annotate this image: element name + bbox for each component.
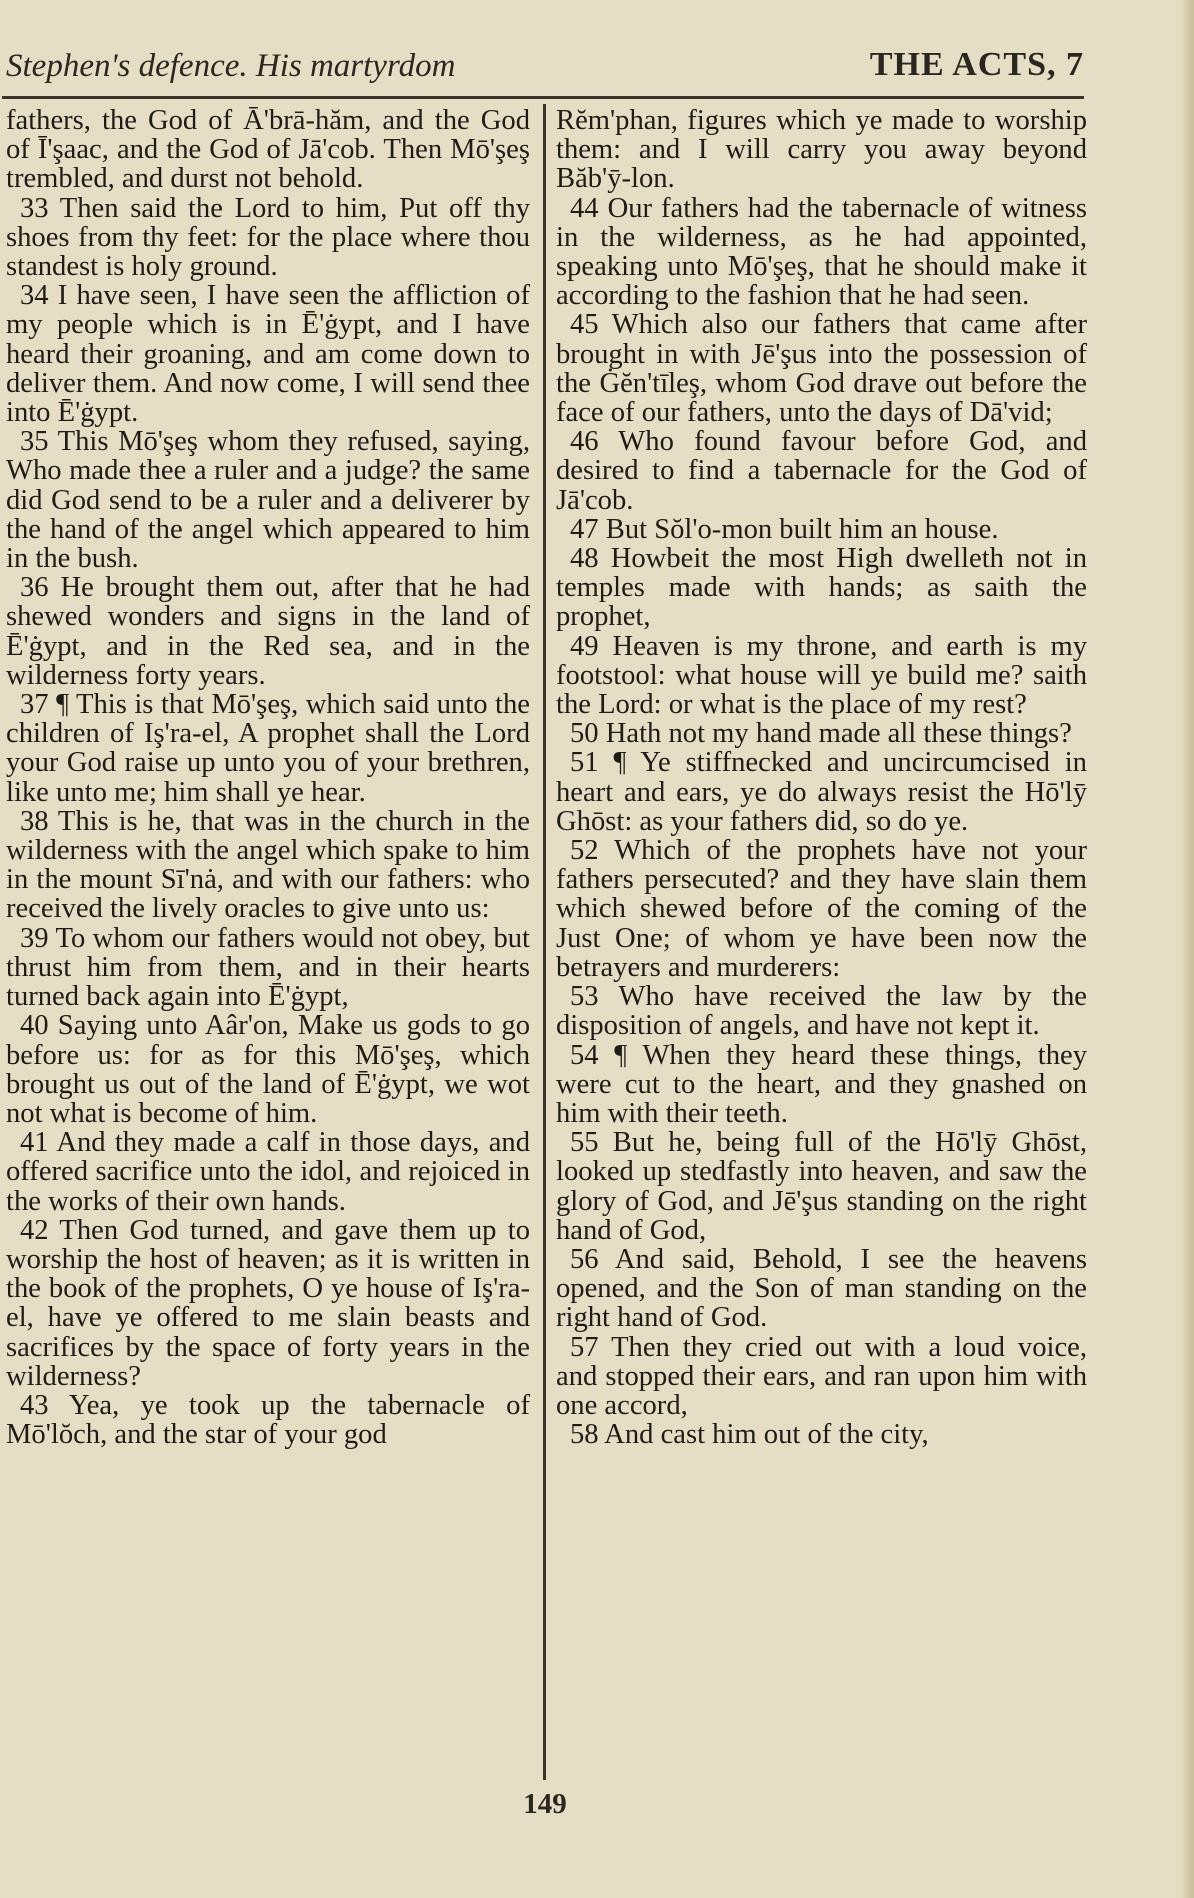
verse-number: 46 [570,426,599,458]
verse-text: I have seen, I have seen the affliction of my people which is in Ē'ġypt, and I have heard their groaning, and am come down to deliver them. And now come, I will send thee into Ē'ġypt. [6,280,530,429]
verse-number: 56 [570,1243,599,1275]
verse-number: 50 [570,718,599,750]
verse-text: This Mō'şeş whom they refused, saying, Who made thee a ruler and a judge? the same did God send to be a ruler and a deliverer by the hand of the angel which appeared to him in the bush. [6,426,530,575]
verse-number: 51 [570,747,599,779]
verse-text: Rĕm'phan, figures which ye made to worship them: and I will carry you away beyond Băb'ȳ-lon. [556,105,1087,195]
verse-text: Which also our fathers that came after brought in with Jē'şus into the possession of the Ġĕn'tīleş, whom God drave out before the face of our fathers, unto the days of Dā'vid; [556,309,1087,429]
verse-number: 49 [570,630,599,662]
verse-45 [556,310,1087,427]
verse-number: 39 [20,922,49,954]
verse-text: To whom our fathers would not obey, but thrust him from them, and in their hearts turned back again into Ē'ġypt, [6,922,530,1013]
verse-34 [6,281,530,427]
verse-41 [6,1128,530,1216]
verse-text: Then God turned, and gave them up to worship the host of heaven; as it is written in the book of the prophets, O ye house of Iş'ra-el, have ye offered to me slain beasts and sacrifices by the space of forty years in the wilderness? [6,1214,530,1392]
verse-40 [6,1011,530,1128]
verse-33 [6,194,530,282]
verse-number: 33 [20,192,49,224]
running-head-book-chapter: THE ACTS, 7 [869,46,1084,83]
page-edge [1180,0,1194,1898]
verse-text: But Sŏl'o-mon built him an house. [605,513,999,545]
left-column [6,106,530,1449]
verse-42 [6,1216,530,1391]
verse-number: 54 [570,1039,599,1071]
verse-number: 36 [20,572,49,604]
verse-number: 37 [20,689,49,721]
verse-44 [556,194,1087,311]
verse-53 [556,982,1087,1040]
column-rule [543,104,546,1780]
verse-56 [556,1245,1087,1333]
verse-text: Who have received the law by the disposition of angels, and have not kept it. [556,981,1087,1042]
verse-number: 52 [570,835,599,867]
verse-continuation [6,106,530,194]
page-number: 149 [523,1788,567,1820]
verse-number: 43 [20,1389,49,1421]
verse-number: 42 [20,1214,49,1246]
verse-43 [6,1391,530,1449]
verse-37 [6,690,530,807]
verse-text: ¶ When they heard these things, they were cut to the heart, and they gnashed on him with their teeth. [556,1039,1087,1129]
verse-text: fathers, the God of Ā'brā-hăm, and the God of Ī'şaac, and the God of Jā'cob. Then Mō'şeş trembled, and durst not behold. [6,105,530,195]
verse-number: 55 [570,1127,599,1159]
verse-number: 57 [570,1331,599,1363]
verse-text: Yea, ye took up the tabernacle of Mō'lŏch, and the star of your god [6,1389,531,1451]
verse-text: Our fathers had the tabernacle of witness in the wilderness, as he had appointed, speaking unto Mō'şeş, that he should make it according to the fashion that he had seen. [556,192,1087,312]
verse-text: ¶ This is that Mō'şeş, which said unto the children of Iş'ra-el, A prophet shall the Lord your God raise up unto you of your brethren, like unto me; him shall ye hear. [6,689,530,808]
verse-number: 53 [570,981,599,1013]
verse-text: And cast him out of the city, [604,1419,929,1451]
verse-number: 45 [570,309,599,341]
verse-51 [556,748,1087,836]
verse-49 [556,632,1087,720]
verse-text: Then said the Lord to him, Put off thy shoes from thy feet: for the place where thou standest is holy ground. [6,192,531,283]
verse-47 [556,515,1087,544]
verse-46 [556,427,1087,515]
verse-57 [556,1333,1087,1421]
verse-number: 34 [20,280,49,312]
verse-55 [556,1128,1087,1245]
verse-58 [556,1420,1087,1449]
verse-text: Saying unto Aâr'on, Make us gods to go before us: for as for this Mō'şeş, which brought us out of the land of Ē'ġypt, we wot not what is become of him. [6,1010,530,1129]
verse-text: Who found favour before God, and desired to find a tabernacle for the God of Jā'cob. [556,426,1087,516]
header-rule [2,96,1084,99]
verse-text: And they made a calf in those days, and offered sacrifice unto the idol, and rejoiced in the works of their own hands. [6,1127,530,1217]
verse-text: Then they cried out with a loud voice, and stopped their ears, and ran upon him with one accord, [556,1331,1087,1421]
verse-number: 38 [20,805,49,837]
verse-number: 35 [20,426,49,458]
verse-text: Which of the prophets have not your fathers persecuted? and they have slain them which shewed before of the coming of the Just One; of whom ye have been now the betrayers and murderers: [556,835,1087,983]
verse-number: 48 [570,543,599,575]
verse-54 [556,1041,1087,1129]
verse-50 [556,719,1087,748]
right-column [556,106,1087,1449]
verse-text: And said, Behold, I see the heavens opened, and the Son of man standing on the right hand of God. [556,1243,1087,1334]
verse-text: Hath not my hand made all these things? [605,718,1072,750]
verse-number: 40 [20,1010,49,1042]
verse-39 [6,924,530,1012]
verse-text: This is he, that was in the church in the wilderness with the angel which spake to him in the mount Sī'nȧ, and with our fathers: who received the lively oracles to give unto us: [6,805,530,925]
verse-text: He brought them out, after that he had shewed wonders and signs in the land of Ē'ġypt, and in the Red sea, and in the wilderness forty years. [6,572,530,691]
verse-36 [6,573,530,690]
verse-number: 41 [20,1127,49,1159]
verse-48 [556,544,1087,632]
verse-38 [6,807,530,924]
running-head-section: Stephen's defence. His martyrdom [6,48,456,84]
verse-35 [6,427,530,573]
verse-number: 58 [570,1419,599,1451]
verse-text: Heaven is my throne, and earth is my footstool: what house will ye build me? saith the Lord: or what is the place of my rest? [556,630,1087,721]
verse-continuation [556,106,1087,194]
verse-number: 47 [570,513,599,545]
verse-number: 44 [570,192,599,224]
verse-text: But he, being full of the Hō'lȳ Ghōst, looked up stedfastly into heaven, and saw the glory of God, and Jē'şus standing on the right hand of God, [556,1127,1087,1246]
verse-text: ¶ Ye stiffnecked and uncircumcised in heart and ears, ye do always resist the Hō'lȳ Ghōst: as your fathers did, so do ye. [556,747,1087,837]
verse-text: Howbeit the most High dwelleth not in temples made with hands; as saith the prophet, [556,543,1087,633]
verse-52 [556,836,1087,982]
